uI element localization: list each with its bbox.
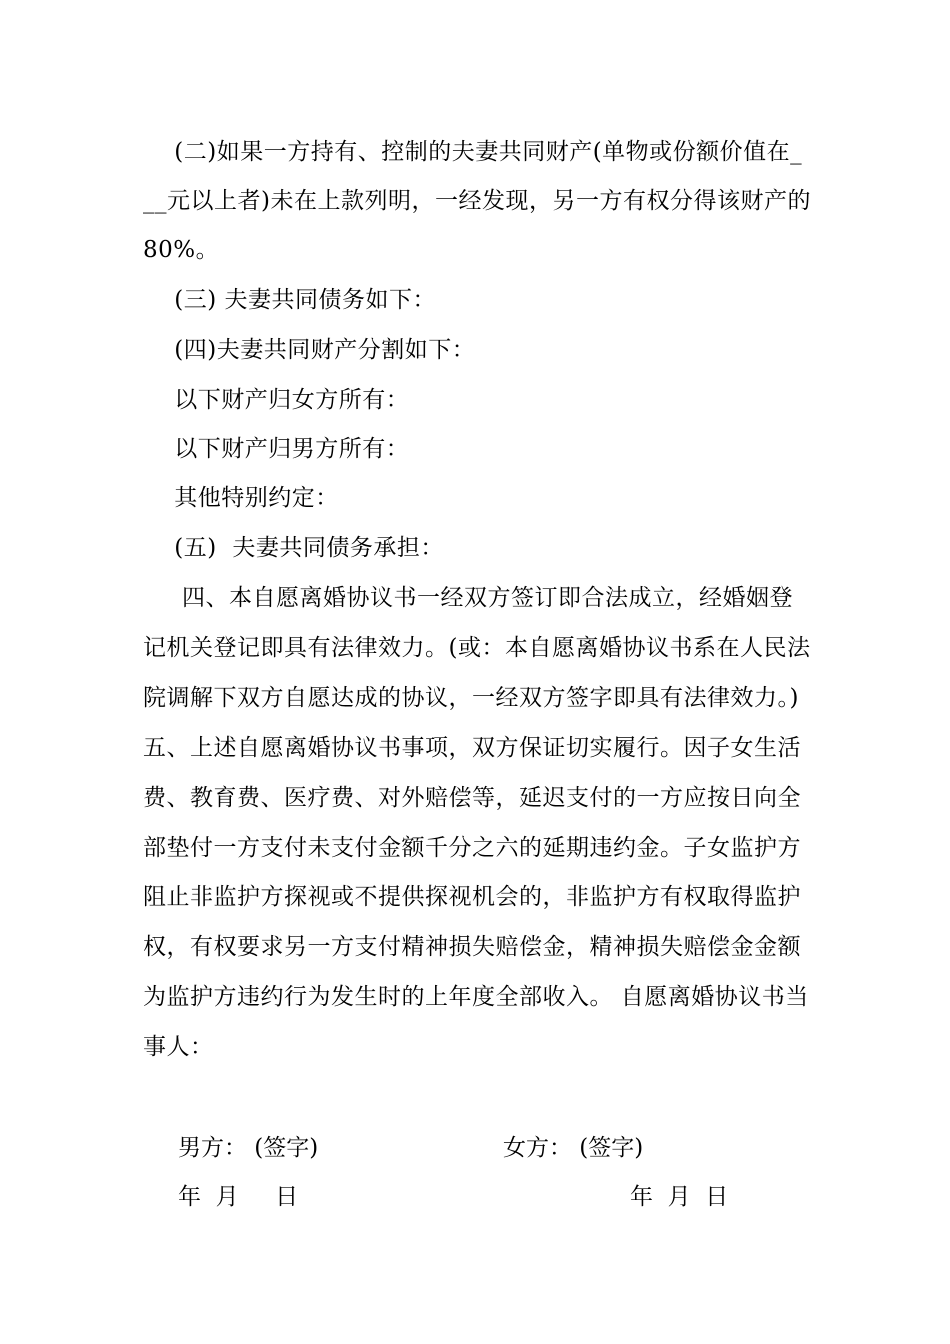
paragraph-line: (三) 夫妻共同债务如下： [143, 287, 437, 313]
paragraph-line: 事人： [143, 1034, 214, 1060]
paragraph-line: __元以上者)未在上款列明，一经发现，另一方有权分得该财产的 [143, 188, 811, 214]
female-date-label: 年 月 日 [630, 1184, 729, 1210]
paragraph-line: 权，有权要求另一方支付精神损失赔偿金，精神损失赔偿金金额 [143, 934, 801, 960]
paragraph-line: (五) 夫妻共同债务承担： [143, 535, 444, 561]
female-signature-label: 女方： (签字) [503, 1135, 644, 1161]
paragraph-line: 记机关登记即具有法律效力。(或：本自愿离婚协议书系在人民法 [143, 635, 811, 661]
paragraph-line: (四)夫妻共同财产分割如下： [143, 337, 476, 363]
paragraph-line: 其他特别约定： [143, 485, 339, 511]
male-date-label: 年 月 日 [178, 1184, 299, 1210]
paragraph-line: 80%。 [143, 237, 220, 263]
paragraph-line: 以下财产归女方所有： [143, 387, 410, 413]
male-signature-label: 男方： (签字) [178, 1135, 319, 1161]
paragraph-line: 部垫付一方支付未支付金额千分之六的延期违约金。子女监护方 [143, 835, 801, 861]
paragraph-line: 五、上述自愿离婚协议书事项，双方保证切实履行。因子女生活 [143, 735, 801, 761]
paragraph-line: (二)如果一方持有、控制的夫妻共同财产(单物或份额价值在_ [143, 139, 803, 165]
paragraph-line: 院调解下双方自愿达成的协议，一经双方签字即具有法律效力。) [143, 685, 799, 711]
paragraph-line: 为监护方违约行为发生时的上年度全部收入。 自愿离婚协议书当 [143, 984, 809, 1010]
paragraph-line: 费、教育费、医疗费、对外赔偿等，延迟支付的一方应按日向全 [143, 785, 801, 811]
paragraph-line: 以下财产归男方所有： [143, 436, 410, 462]
paragraph-line: 四、本自愿离婚协议书一经双方签订即合法成立，经婚姻登 [143, 585, 794, 611]
paragraph-line: 阻止非监护方探视或不提供探视机会的，非监护方有权取得监护 [143, 884, 801, 910]
